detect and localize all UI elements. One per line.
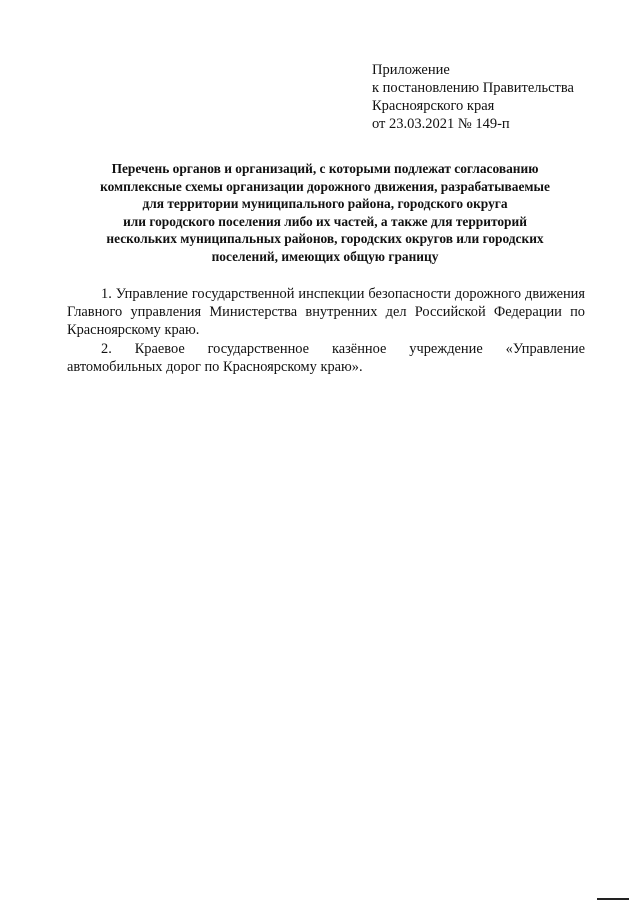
title-line-1: Перечень органов и организаций, с которыми подлежат согласованию <box>111 161 539 176</box>
list-item: 1. Управление государственной инспекции безопасности дорожного движения Главного управления Министерства внутренних дел Российской Федерации по Красноярскому краю. <box>67 286 585 339</box>
appendix-line-2: к постановлению Правительства <box>372 80 574 96</box>
appendix-line-3: Красноярского края <box>372 98 495 114</box>
appendix-header <box>372 61 622 133</box>
appendix-line-1: Приложение <box>372 62 450 78</box>
list-item: 2. Краевое государственное казённое учреждение «Управление автомобильных дорог по Красноярскому краю». <box>67 340 585 375</box>
title-line-4: или городского поселения либо их частей, а также для территорий <box>123 213 527 229</box>
title-line-2: комплексные схемы организации дорожного движения, разрабатываемые <box>100 178 550 194</box>
title-line-6: поселений, имеющих общую границу <box>211 248 439 264</box>
document-title <box>60 160 590 265</box>
title-line-3: для территории муниципального района, городского округа <box>142 196 508 211</box>
organization-list <box>67 285 585 376</box>
footer-rule <box>597 898 629 900</box>
appendix-line-4: от 23.03.2021 № 149-п <box>372 116 510 132</box>
title-line-5: нескольких муниципальных районов, городских округов или городских <box>106 231 544 246</box>
